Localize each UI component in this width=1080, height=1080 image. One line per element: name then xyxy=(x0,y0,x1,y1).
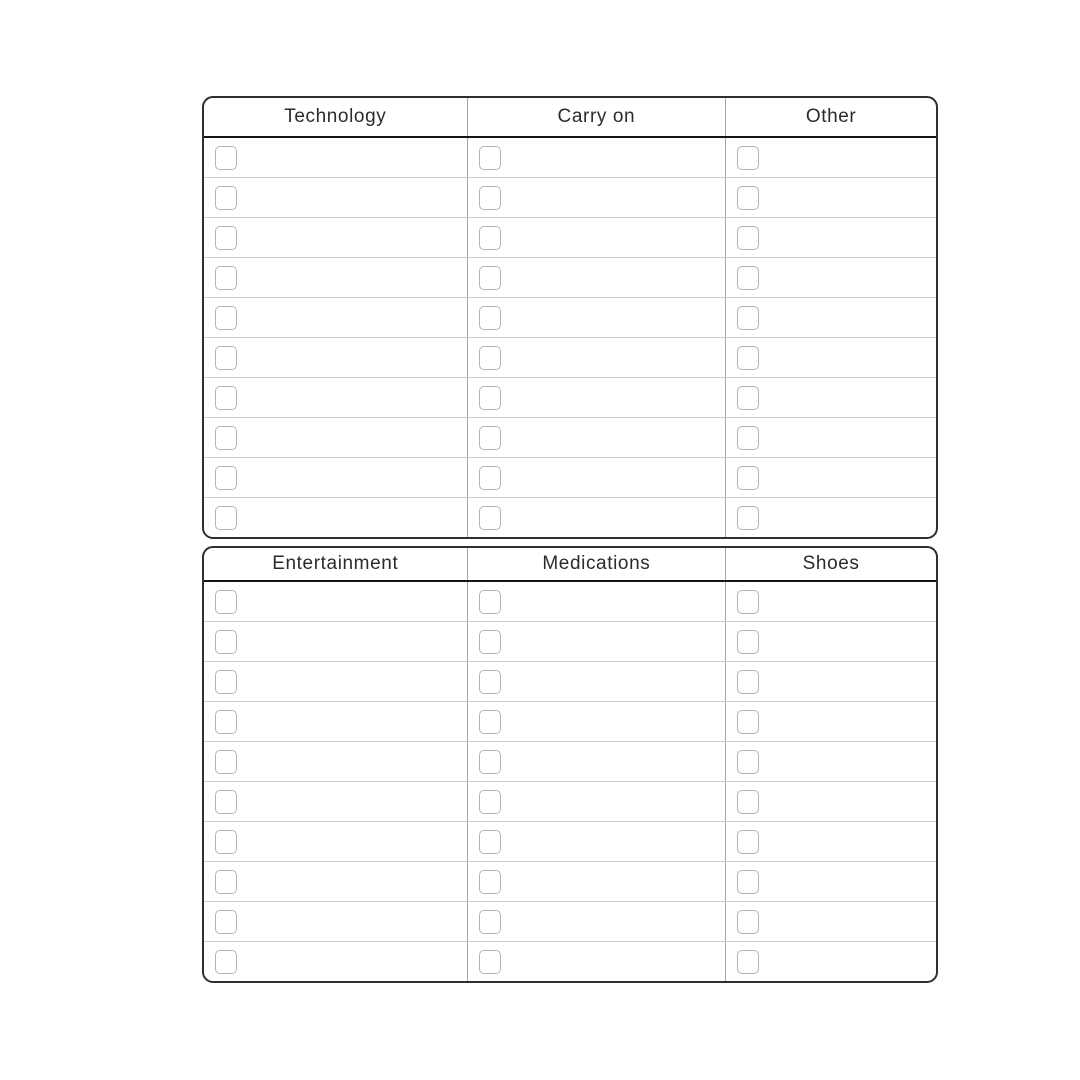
checkbox[interactable] xyxy=(479,790,501,814)
column-header-technology: Technology xyxy=(284,106,387,127)
checklist-row xyxy=(204,582,936,621)
item-cell xyxy=(725,902,936,941)
checklist-row xyxy=(204,861,936,901)
item-cell xyxy=(467,298,726,337)
item-cell xyxy=(725,418,936,457)
table-body xyxy=(204,138,936,537)
checkbox[interactable] xyxy=(479,226,501,250)
checkbox[interactable] xyxy=(737,950,759,974)
checklist-row xyxy=(204,138,936,177)
checklist-row xyxy=(204,741,936,781)
checkbox[interactable] xyxy=(215,186,237,210)
item-cell xyxy=(725,498,936,537)
column-header-entertainment: Entertainment xyxy=(272,553,399,574)
checkbox[interactable] xyxy=(215,306,237,330)
checkbox[interactable] xyxy=(215,590,237,614)
item-cell xyxy=(204,298,467,337)
checkbox[interactable] xyxy=(737,186,759,210)
checklist-row xyxy=(204,661,936,701)
column-header-shoes: Shoes xyxy=(725,548,936,580)
checkbox[interactable] xyxy=(737,590,759,614)
packing-table-top xyxy=(202,96,938,539)
checkbox[interactable] xyxy=(215,146,237,170)
column-header-other: Other xyxy=(725,98,936,136)
item-cell xyxy=(467,622,726,661)
checkbox[interactable] xyxy=(479,306,501,330)
checklist-row xyxy=(204,701,936,741)
item-cell xyxy=(467,582,726,621)
checkbox[interactable] xyxy=(479,466,501,490)
checklist-row xyxy=(204,417,936,457)
item-cell xyxy=(467,742,726,781)
item-cell xyxy=(204,498,467,537)
item-cell xyxy=(204,622,467,661)
item-cell xyxy=(467,258,726,297)
item-cell xyxy=(204,338,467,377)
checkbox[interactable] xyxy=(479,146,501,170)
checkbox[interactable] xyxy=(737,630,759,654)
checkbox[interactable] xyxy=(215,630,237,654)
checkbox[interactable] xyxy=(215,670,237,694)
item-cell xyxy=(204,782,467,821)
checkbox[interactable] xyxy=(479,346,501,370)
item-cell xyxy=(467,338,726,377)
checkbox[interactable] xyxy=(479,386,501,410)
item-cell xyxy=(204,418,467,457)
checkbox[interactable] xyxy=(737,710,759,734)
checkbox[interactable] xyxy=(479,870,501,894)
item-cell xyxy=(725,338,936,377)
item-cell xyxy=(725,742,936,781)
checklist-row xyxy=(204,497,936,537)
checklist-row xyxy=(204,217,936,257)
item-cell xyxy=(204,902,467,941)
item-cell xyxy=(204,582,467,621)
item-cell xyxy=(725,622,936,661)
item-cell xyxy=(204,378,467,417)
item-cell xyxy=(725,298,936,337)
item-cell xyxy=(467,498,726,537)
checkbox[interactable] xyxy=(215,226,237,250)
checkbox[interactable] xyxy=(737,506,759,530)
checkbox[interactable] xyxy=(737,266,759,290)
table-header-row xyxy=(204,548,936,582)
checklist-row xyxy=(204,257,936,297)
checkbox[interactable] xyxy=(215,266,237,290)
checkbox[interactable] xyxy=(737,226,759,250)
item-cell xyxy=(204,178,467,217)
checkbox[interactable] xyxy=(479,186,501,210)
checkbox[interactable] xyxy=(215,386,237,410)
checkbox[interactable] xyxy=(737,146,759,170)
checkbox[interactable] xyxy=(737,386,759,410)
checklist-row xyxy=(204,177,936,217)
item-cell xyxy=(467,378,726,417)
item-cell xyxy=(467,418,726,457)
item-cell xyxy=(204,662,467,701)
item-cell xyxy=(467,862,726,901)
item-cell xyxy=(467,782,726,821)
item-cell xyxy=(467,178,726,217)
checklist-row xyxy=(204,821,936,861)
checkbox[interactable] xyxy=(479,710,501,734)
item-cell xyxy=(467,458,726,497)
checkbox[interactable] xyxy=(737,790,759,814)
item-cell xyxy=(467,702,726,741)
item-cell xyxy=(467,942,726,981)
column-header-carry-on: Carry on xyxy=(467,98,726,136)
checkbox[interactable] xyxy=(737,910,759,934)
checkbox[interactable] xyxy=(215,710,237,734)
checkbox[interactable] xyxy=(479,630,501,654)
item-cell xyxy=(725,782,936,821)
item-cell xyxy=(725,458,936,497)
checkbox[interactable] xyxy=(215,950,237,974)
item-cell xyxy=(725,702,936,741)
item-cell xyxy=(725,662,936,701)
checkbox[interactable] xyxy=(737,830,759,854)
checkbox[interactable] xyxy=(737,670,759,694)
packing-table-bottom xyxy=(202,546,938,983)
checkbox[interactable] xyxy=(479,266,501,290)
checkbox[interactable] xyxy=(737,306,759,330)
checklist-row xyxy=(204,377,936,417)
item-cell xyxy=(467,902,726,941)
item-cell xyxy=(467,218,726,257)
checklist-row xyxy=(204,297,936,337)
checklist-row xyxy=(204,941,936,981)
checkbox[interactable] xyxy=(737,750,759,774)
checkbox[interactable] xyxy=(479,750,501,774)
column-header-medications: Medications xyxy=(467,548,726,580)
item-cell xyxy=(725,942,936,981)
checkbox[interactable] xyxy=(479,830,501,854)
checkbox[interactable] xyxy=(737,466,759,490)
checkbox[interactable] xyxy=(479,590,501,614)
checklist-row xyxy=(204,337,936,377)
item-cell xyxy=(725,138,936,177)
item-cell xyxy=(467,138,726,177)
checkbox[interactable] xyxy=(479,426,501,450)
checkbox[interactable] xyxy=(479,950,501,974)
checklist-row xyxy=(204,781,936,821)
checklist-row xyxy=(204,621,936,661)
item-cell xyxy=(204,822,467,861)
table-body xyxy=(204,582,936,981)
item-cell xyxy=(725,178,936,217)
checkbox[interactable] xyxy=(215,506,237,530)
checkbox[interactable] xyxy=(737,346,759,370)
item-cell xyxy=(725,862,936,901)
checkbox[interactable] xyxy=(215,466,237,490)
item-cell xyxy=(725,258,936,297)
checklist-row xyxy=(204,901,936,941)
item-cell xyxy=(467,822,726,861)
checkbox[interactable] xyxy=(215,870,237,894)
checkbox[interactable] xyxy=(215,346,237,370)
item-cell xyxy=(204,258,467,297)
item-cell xyxy=(725,822,936,861)
table-header-row xyxy=(204,98,936,138)
checkbox[interactable] xyxy=(479,670,501,694)
checkbox[interactable] xyxy=(479,910,501,934)
item-cell xyxy=(204,742,467,781)
item-cell xyxy=(204,942,467,981)
item-cell xyxy=(467,662,726,701)
checkbox[interactable] xyxy=(479,506,501,530)
checkbox[interactable] xyxy=(215,910,237,934)
item-cell xyxy=(204,458,467,497)
item-cell xyxy=(725,378,936,417)
item-cell xyxy=(204,138,467,177)
checkbox[interactable] xyxy=(737,426,759,450)
item-cell xyxy=(725,218,936,257)
item-cell xyxy=(725,582,936,621)
checkbox[interactable] xyxy=(215,426,237,450)
item-cell xyxy=(204,218,467,257)
item-cell xyxy=(204,862,467,901)
item-cell xyxy=(204,702,467,741)
checkbox[interactable] xyxy=(737,870,759,894)
checklist-row xyxy=(204,457,936,497)
checkbox[interactable] xyxy=(215,830,237,854)
checkbox[interactable] xyxy=(215,750,237,774)
checkbox[interactable] xyxy=(215,790,237,814)
